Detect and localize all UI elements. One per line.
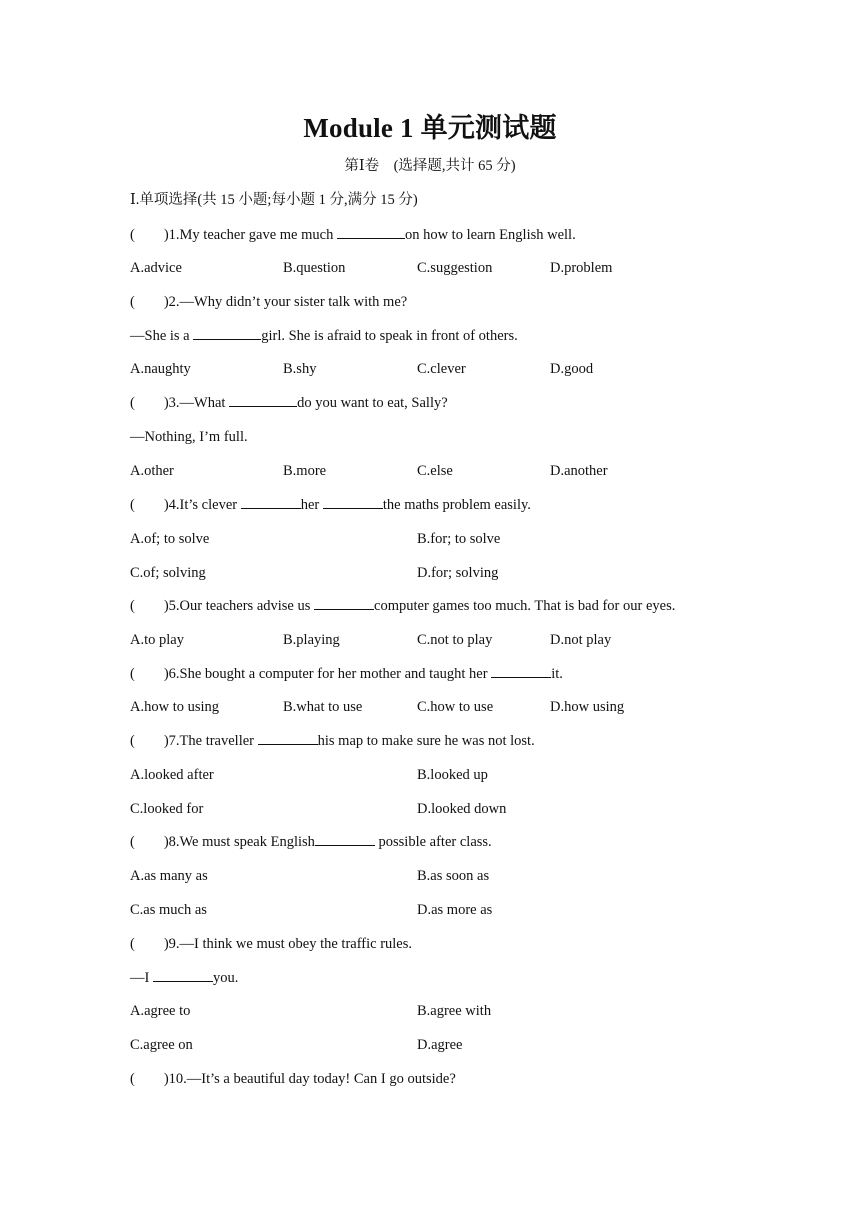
option-c: C.of; solving: [130, 565, 206, 581]
option-d: D.problem: [550, 260, 613, 276]
question-10: ( )10.—It’s a beautiful day today! Can I go outside?: [130, 1071, 456, 1087]
answer-blank: [337, 225, 405, 239]
question-text: her: [300, 497, 323, 513]
option-b: B.agree with: [417, 1003, 492, 1019]
question-9: ( )9.—I think we must obey the traffic rules.: [130, 936, 413, 952]
option-b: B.more: [283, 463, 327, 479]
question-3: [130, 393, 448, 413]
page-title: Module 1 单元测试题: [303, 113, 557, 143]
option-d: D.not play: [550, 632, 612, 648]
question-text: ( )1.My teacher gave me much: [130, 227, 337, 243]
question-text: ( )6.She bought a computer for her mother and taught her: [130, 666, 492, 682]
question-text: ( )4.It’s clever: [130, 497, 241, 513]
question-4-options-row-2: [130, 563, 790, 583]
question-7-options-row-2: [130, 799, 790, 819]
question-text: his map to make sure he was not lost.: [317, 733, 535, 749]
option-a: A.to play: [130, 632, 184, 648]
question-text: ( )3.—What: [130, 395, 230, 411]
question-text: computer games too much. That is bad for our eyes.: [374, 598, 676, 614]
question-text: girl. She is afraid to speak in front of others.: [261, 328, 518, 344]
option-c: C.suggestion: [417, 260, 493, 276]
option-a: A.looked after: [130, 767, 214, 783]
option-c: C.not to play: [417, 632, 493, 648]
option-b: B.playing: [283, 632, 340, 648]
option-a: A.agree to: [130, 1003, 191, 1019]
question-text: ( )8.We must speak English: [130, 834, 315, 850]
question-3-reply: —Nothing, I’m full.: [130, 429, 248, 445]
question-text: you.: [212, 970, 239, 986]
question-6: [130, 664, 563, 684]
option-c: C.as much as: [130, 902, 207, 918]
answer-blank: [193, 326, 261, 340]
answer-blank: [315, 832, 375, 846]
option-b: B.shy: [283, 361, 317, 377]
option-d: D.agree: [417, 1037, 463, 1053]
option-b: B.for; to solve: [417, 531, 501, 547]
question-4: [130, 495, 531, 515]
section-heading: Ⅰ.单项选择(共 15 小题;每小题 1 分,满分 15 分): [130, 192, 418, 208]
question-text: ( )7.The traveller: [130, 733, 258, 749]
question-2: ( )2.—Why didn’t your sister talk with me?: [130, 294, 408, 310]
question-text: it.: [551, 666, 563, 682]
option-a: A.as many as: [130, 868, 208, 884]
option-b: B.looked up: [417, 767, 488, 783]
answer-blank: [314, 596, 374, 610]
option-d: D.for; solving: [417, 565, 499, 581]
option-a: A.of; to solve: [130, 531, 210, 547]
question-3-options: [130, 461, 790, 481]
question-text: the maths problem easily.: [382, 497, 531, 513]
question-4-options-row-1: [130, 529, 790, 549]
question-2-reply: [130, 326, 518, 346]
option-c: C.clever: [417, 361, 466, 377]
option-c: C.looked for: [130, 801, 204, 817]
option-c: C.how to use: [417, 699, 494, 715]
question-text: on how to learn English well.: [404, 227, 576, 243]
option-b: B.what to use: [283, 699, 363, 715]
question-text: possible after class.: [374, 834, 492, 850]
option-a: A.advice: [130, 260, 182, 276]
answer-blank: [491, 664, 551, 678]
answer-blank: [229, 393, 297, 407]
question-2-options: [130, 359, 790, 379]
option-b: B.as soon as: [417, 868, 490, 884]
option-a: A.other: [130, 463, 174, 479]
option-c: C.agree on: [130, 1037, 193, 1053]
question-1-options: [130, 258, 790, 278]
option-a: A.naughty: [130, 361, 191, 377]
answer-blank: [323, 495, 383, 509]
answer-blank: [258, 731, 318, 745]
question-5-options: [130, 630, 790, 650]
question-9-reply: [130, 968, 238, 988]
option-b: B.question: [283, 260, 346, 276]
question-8-options-row-1: [130, 866, 790, 886]
option-d: D.how using: [550, 699, 625, 715]
option-d: D.as more as: [417, 902, 493, 918]
question-1: [130, 225, 576, 245]
question-text: ( )5.Our teachers advise us: [130, 598, 315, 614]
question-text: —I: [130, 970, 153, 986]
question-9-options-row-1: [130, 1001, 790, 1021]
question-8: [130, 832, 492, 852]
option-a: A.how to using: [130, 699, 220, 715]
option-d: D.looked down: [417, 801, 507, 817]
answer-blank: [153, 968, 213, 982]
question-6-options: [130, 697, 790, 717]
question-text: do you want to eat, Sally?: [297, 395, 448, 411]
option-c: C.else: [417, 463, 453, 479]
question-7-options-row-1: [130, 765, 790, 785]
question-5: [130, 596, 675, 616]
question-text: —She is a: [130, 328, 194, 344]
question-7: [130, 731, 535, 751]
answer-blank: [241, 495, 301, 509]
option-d: D.another: [550, 463, 608, 479]
option-d: D.good: [550, 361, 594, 377]
question-9-options-row-2: [130, 1035, 790, 1055]
page-subtitle: 第Ⅰ卷 (选择题,共计 65 分): [344, 158, 516, 174]
question-8-options-row-2: [130, 900, 790, 920]
